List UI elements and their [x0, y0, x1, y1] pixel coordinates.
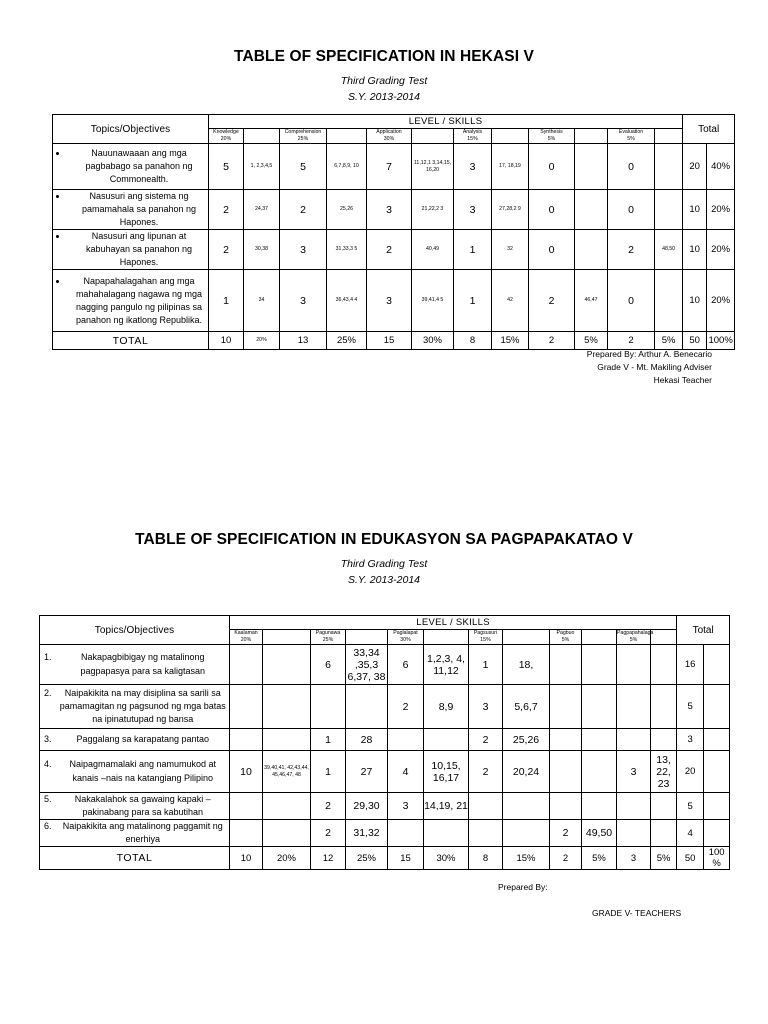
paglalapat-count: 6 — [388, 645, 424, 685]
synthesis-count: 2 — [529, 270, 575, 332]
header-kaalaman-items — [263, 630, 311, 645]
paglalapat-count: 4 — [388, 751, 424, 793]
section2-prepared-by: Prepared By: — [498, 882, 548, 892]
objective-cell — [40, 751, 230, 793]
total-comprehension-pct: 25% — [327, 332, 367, 350]
header-topics-objectives: Topics/Objectives — [40, 616, 230, 645]
header-kaalaman-label: Kaalaman — [234, 630, 258, 636]
table-row — [40, 685, 730, 729]
kaalaman-items — [263, 729, 311, 751]
prepared-by-line: Prepared By: Arthur A. Benecario — [586, 349, 712, 359]
total-pagpapahalaga-count: 3 — [617, 847, 651, 870]
header-evaluation-label: Evaluation — [618, 129, 644, 135]
kaalaman-items: 39,40,41, 42,43,44, 45,46,47, 48 — [263, 751, 311, 793]
pagunawa-items: 29,30 — [346, 793, 388, 820]
section1-subtitle-1: Third Grading Test — [340, 75, 428, 87]
pagunawa-items: 28 — [346, 729, 388, 751]
objective-text: Paggalang sa karapatang pantao — [76, 734, 210, 744]
knowledge-count: 2 — [209, 190, 244, 230]
kaalaman-count — [230, 793, 263, 820]
header-pagsusuri-items — [503, 630, 550, 645]
pagunawa-count: 1 — [311, 751, 346, 793]
pagsusuri-items: 25,26 — [503, 729, 550, 751]
grand-total-count: 50 — [677, 847, 704, 870]
total-pagsusuri-pct: 15% — [503, 847, 550, 870]
total-pagbuo-count: 2 — [550, 847, 582, 870]
header-pagsusuri-label: Pagsusuri — [473, 630, 498, 636]
objective-cell — [40, 685, 230, 729]
application-count: 3 — [367, 190, 412, 230]
objective-number: 1. — [44, 652, 52, 663]
header-pagsusuri-pct: 15% — [480, 637, 491, 644]
pagbuo-items — [582, 793, 617, 820]
total-application-count: 15 — [367, 332, 412, 350]
header-paglalapat — [388, 630, 424, 645]
section2-table-wrap — [39, 615, 730, 870]
paglalapat-items: 10,15, 16,17 — [424, 751, 469, 793]
header-pagpapahalaga-label: Pagpapahalaga — [617, 630, 654, 636]
header-knowledge — [209, 129, 244, 144]
evaluation-items — [655, 190, 683, 230]
knowledge-count: 5 — [209, 144, 244, 190]
total-pagsusuri-count: 8 — [469, 847, 503, 870]
pagpapahalaga-items — [651, 645, 677, 685]
objective-text: Naipakikita ang matalinong paggamit ng enerhiya — [62, 821, 223, 845]
header-paglalapat-label: Paglalapat — [393, 630, 418, 636]
header-evaluation-items — [655, 129, 683, 144]
kaalaman-items — [263, 793, 311, 820]
header-application-items — [412, 129, 454, 144]
pagsusuri-count: 2 — [469, 751, 503, 793]
application-items: 11,12,1 3,14,15, 16,20 — [412, 144, 454, 190]
grand-total-count: 50 — [683, 332, 707, 350]
kaalaman-count — [230, 729, 263, 751]
row-total-count: 20 — [683, 144, 707, 190]
header-knowledge-items — [244, 129, 280, 144]
evaluation-count: 0 — [608, 190, 655, 230]
pagsusuri-items — [503, 793, 550, 820]
objective-cell — [40, 820, 230, 847]
header-total: Total — [677, 616, 730, 645]
objective-text: Nakakalahok sa gawaing kapaki – pakinabang para sa kabutihan — [74, 794, 211, 818]
kaalaman-items — [263, 820, 311, 847]
esp-tos-table — [39, 615, 730, 870]
application-count: 2 — [367, 230, 412, 270]
total-pagunawa-count: 12 — [311, 847, 346, 870]
analysis-count: 1 — [454, 270, 492, 332]
header-knowledge-pct: 20% — [220, 136, 232, 143]
header-synthesis — [529, 129, 575, 144]
pagsusuri-items: 18, — [503, 645, 550, 685]
comprehension-count: 2 — [280, 190, 327, 230]
table-row — [40, 729, 730, 751]
analysis-items: 17, 18,19 — [492, 144, 529, 190]
application-items: 39,41,4 5 — [412, 270, 454, 332]
table2-total-row — [40, 847, 730, 870]
pagunawa-count: 2 — [311, 820, 346, 847]
pagbuo-count — [550, 685, 582, 729]
pagunawa-items — [346, 685, 388, 729]
pagpapahalaga-count — [617, 729, 651, 751]
analysis-items: 32 — [492, 230, 529, 270]
total-evaluation-pct: 5% — [655, 332, 683, 350]
section1-table-wrap — [52, 114, 735, 350]
row-total-pct: 20% — [707, 230, 735, 270]
pagbuo-count — [550, 645, 582, 685]
comprehension-items: 36,43,4 4 — [327, 270, 367, 332]
pagsusuri-items: 20,24 — [503, 751, 550, 793]
analysis-items: 42 — [492, 270, 529, 332]
knowledge-items: 34 — [244, 270, 280, 332]
pagpapahalaga-count — [617, 685, 651, 729]
total-evaluation-count: 2 — [608, 332, 655, 350]
pagbuo-items — [582, 645, 617, 685]
header-pagpapahalaga-pct: 5% — [629, 637, 638, 644]
knowledge-items: 24,37 — [244, 190, 280, 230]
pagsusuri-count: 2 — [469, 729, 503, 751]
pagsusuri-items — [503, 820, 550, 847]
total-analysis-count: 8 — [454, 332, 492, 350]
row-total-count: 10 — [683, 190, 707, 230]
table-row — [40, 751, 730, 793]
pagsusuri-count: 1 — [469, 645, 503, 685]
paglalapat-count — [388, 820, 424, 847]
header-pagpapahalaga — [617, 630, 654, 645]
objective-text: • Nauunawaaan ang mga pagbabago sa panahon ng Commonealth. — [68, 147, 208, 186]
row-total-pct — [704, 729, 730, 751]
row-total-pct — [704, 751, 730, 793]
hekasi-tos-table — [52, 114, 735, 350]
paglalapat-items — [424, 820, 469, 847]
pagunawa-count: 2 — [311, 793, 346, 820]
header-pagbuo — [550, 630, 582, 645]
evaluation-count: 0 — [608, 144, 655, 190]
objective-number: 3. — [44, 734, 52, 744]
row-total-pct — [704, 793, 730, 820]
pagunawa-items: 27 — [346, 751, 388, 793]
header-application-pct: 30% — [383, 136, 395, 143]
header-application-label: Application — [376, 129, 402, 135]
kaalaman-items — [263, 685, 311, 729]
kaalaman-items — [263, 645, 311, 685]
grand-total-pct: 100% — [707, 332, 735, 350]
table-row — [53, 190, 735, 230]
comprehension-items: 25,26 — [327, 190, 367, 230]
total-synthesis-pct: 5% — [575, 332, 608, 350]
total-row-label: TOTAL — [40, 847, 230, 870]
header-analysis-items — [492, 129, 529, 144]
knowledge-items: 30,38 — [244, 230, 280, 270]
pagpapahalaga-count — [617, 793, 651, 820]
application-items: 40,49 — [412, 230, 454, 270]
header-comprehension-items — [327, 129, 367, 144]
total-pagpapahalaga-pct: 5% — [651, 847, 677, 870]
objective-text: • Nasusuri ang sistema ng pamamahala sa panahon ng Hapones. — [68, 190, 208, 229]
synthesis-items — [575, 190, 608, 230]
knowledge-count: 2 — [209, 230, 244, 270]
row-total-count: 3 — [677, 729, 704, 751]
comprehension-count: 3 — [280, 270, 327, 332]
evaluation-count: 0 — [608, 270, 655, 332]
comprehension-items: 31,33,3 5 — [327, 230, 367, 270]
header-paglalapat-items — [424, 630, 469, 645]
header-level-skills: LEVEL / SKILLS — [209, 115, 683, 129]
paglalapat-count — [388, 729, 424, 751]
total-analysis-pct: 15% — [492, 332, 529, 350]
header-paglalapat-pct: 30% — [400, 637, 411, 644]
header-pagunawa-pct: 25% — [322, 637, 334, 644]
total-paglalapat-pct: 30% — [424, 847, 469, 870]
objective-text: • Nasusuri ang lipunan at kabuhayan sa panahon ng Hapones. — [68, 230, 208, 269]
total-kaalaman-count: 10 — [230, 847, 263, 870]
row-total-pct — [704, 820, 730, 847]
kaalaman-count: 10 — [230, 751, 263, 793]
section1-signature-block — [0, 348, 712, 388]
objective-cell — [40, 793, 230, 820]
pagunawa-count: 6 — [311, 645, 346, 685]
header-knowledge-label: Knowledge — [213, 129, 239, 135]
table-row — [40, 645, 730, 685]
objective-text: Naipagmamalaki ang namumukod at kanais –nais na katangiang Pilipino — [69, 759, 217, 783]
header-synthesis-pct: 5% — [547, 136, 556, 143]
pagbuo-items — [582, 751, 617, 793]
objective-number: 5. — [44, 794, 52, 805]
pagunawa-count: 1 — [311, 729, 346, 751]
pagpapahalaga-items — [651, 685, 677, 729]
pagbuo-items — [582, 685, 617, 729]
header-pagpapahalaga-items — [651, 630, 677, 645]
header-application — [367, 129, 412, 144]
header-evaluation-pct: 5% — [627, 136, 635, 143]
header-pagbuo-items — [582, 630, 617, 645]
pagsusuri-count: 3 — [469, 685, 503, 729]
paglalapat-count: 2 — [388, 685, 424, 729]
pagpapahalaga-items — [651, 793, 677, 820]
table-row — [53, 270, 735, 332]
paglalapat-items: 8,9 — [424, 685, 469, 729]
section2-subtitle-1: Third Grading Test — [340, 558, 428, 570]
pagpapahalaga-count: 3 — [617, 751, 651, 793]
section1-title: TABLE OF SPECIFICATION IN HEKASI V — [234, 48, 534, 65]
objective-number: 4. — [44, 759, 52, 770]
section1-heading-block — [0, 48, 768, 106]
section2-subtitle-2: S.Y. 2013-2014 — [347, 574, 420, 587]
header-comprehension-label: Comprehension — [284, 129, 322, 135]
synthesis-count: 0 — [529, 144, 575, 190]
total-knowledge-count: 10 — [209, 332, 244, 350]
pagpapahalaga-items: 13, 22, 23 — [651, 751, 677, 793]
row-total-count: 16 — [677, 645, 704, 685]
pagunawa-count — [311, 685, 346, 729]
synthesis-items — [575, 230, 608, 270]
analysis-count: 1 — [454, 230, 492, 270]
table-row — [40, 793, 730, 820]
row-total-count: 10 — [683, 230, 707, 270]
header-analysis-pct: 15% — [467, 136, 478, 143]
objective-cell — [53, 270, 209, 332]
table-row — [53, 144, 735, 190]
comprehension-items: 6,7,8,9, 10 — [327, 144, 367, 190]
header-pagunawa-items — [346, 630, 388, 645]
pagbuo-count: 2 — [550, 820, 582, 847]
teacher-line: Hekasi Teacher — [653, 375, 712, 386]
knowledge-count: 1 — [209, 270, 244, 332]
objective-cell — [53, 144, 209, 190]
table-row — [40, 820, 730, 847]
header-kaalaman-pct: 20% — [240, 637, 252, 644]
total-knowledge-pct: 20% — [244, 332, 280, 350]
objective-cell — [53, 190, 209, 230]
row-total-count: 4 — [677, 820, 704, 847]
kaalaman-count — [230, 820, 263, 847]
objective-cell — [53, 230, 209, 270]
kaalaman-count — [230, 685, 263, 729]
pagpapahalaga-items — [651, 820, 677, 847]
header-evaluation — [608, 129, 655, 144]
row-total-pct: 40% — [707, 144, 735, 190]
objective-text: Nakapagbibigay ng matalinong pagpapasya para sa kaligtasan — [80, 652, 206, 676]
total-paglalapat-count: 15 — [388, 847, 424, 870]
row-total-count: 5 — [677, 793, 704, 820]
grand-total-pct: 100 % — [704, 847, 730, 870]
evaluation-items: 48,50 — [655, 230, 683, 270]
pagunawa-items: 33,34 ,35,3 6,37, 38 — [346, 645, 388, 685]
objective-cell — [40, 645, 230, 685]
header-synthesis-items — [575, 129, 608, 144]
paglalapat-items: 14,19, 21 — [424, 793, 469, 820]
evaluation-items — [655, 144, 683, 190]
row-total-pct: 20% — [707, 270, 735, 332]
paglalapat-count: 3 — [388, 793, 424, 820]
total-pagbuo-pct: 5% — [582, 847, 617, 870]
row-total-count: 5 — [677, 685, 704, 729]
header-pagbuo-label: Pagbuo — [556, 630, 575, 636]
section2-teachers-line: GRADE V- TEACHERS — [592, 908, 682, 918]
header-total: Total — [683, 115, 735, 144]
objective-number: 6. — [44, 821, 52, 832]
comprehension-count: 5 — [280, 144, 327, 190]
header-pagunawa — [311, 630, 346, 645]
pagsusuri-count — [469, 793, 503, 820]
pagbuo-count — [550, 729, 582, 751]
row-total-pct — [704, 645, 730, 685]
pagpapahalaga-items — [651, 729, 677, 751]
header-pagunawa-label: Pagunawa — [315, 630, 341, 636]
header-pagbuo-pct: 5% — [561, 637, 570, 644]
header-analysis-label: Analysis — [462, 129, 483, 135]
application-items: 21,22,2 3 — [412, 190, 454, 230]
evaluation-count: 2 — [608, 230, 655, 270]
header-synthesis-label: Synthesis — [540, 129, 563, 135]
total-kaalaman-pct: 20% — [263, 847, 311, 870]
synthesis-count: 0 — [529, 190, 575, 230]
comprehension-count: 3 — [280, 230, 327, 270]
header-comprehension — [280, 129, 327, 144]
total-row-label: TOTAL — [53, 332, 209, 350]
row-total-pct: 20% — [707, 190, 735, 230]
table-row — [53, 230, 735, 270]
adviser-line: Grade V - Mt. Makiling Adviser — [597, 362, 712, 373]
header-kaalaman — [230, 630, 263, 645]
section2-heading-block — [0, 531, 768, 589]
synthesis-count: 0 — [529, 230, 575, 270]
analysis-count: 3 — [454, 144, 492, 190]
row-total-count: 20 — [677, 751, 704, 793]
pagsusuri-count — [469, 820, 503, 847]
row-total-pct — [704, 685, 730, 729]
table1-header-row-1 — [53, 115, 735, 129]
kaalaman-count — [230, 645, 263, 685]
synthesis-items: 46,47 — [575, 270, 608, 332]
pagsusuri-items: 5,6,7 — [503, 685, 550, 729]
objective-number: 2. — [44, 687, 52, 698]
analysis-items: 27,28,2 9 — [492, 190, 529, 230]
total-comprehension-count: 13 — [280, 332, 327, 350]
application-count: 3 — [367, 270, 412, 332]
pagunawa-items: 31,32 — [346, 820, 388, 847]
total-application-pct: 30% — [412, 332, 454, 350]
table2-header-row-1 — [40, 616, 730, 630]
knowledge-items: 1, 2,3,4,5 — [244, 144, 280, 190]
pagbuo-count — [550, 751, 582, 793]
pagpapahalaga-count — [617, 820, 651, 847]
total-synthesis-count: 2 — [529, 332, 575, 350]
pagbuo-items: 49,50 — [582, 820, 617, 847]
header-pagsusuri — [469, 630, 503, 645]
pagbuo-count — [550, 793, 582, 820]
header-level-skills: LEVEL / SKILLS — [230, 616, 677, 630]
objective-text: Naipakikita na may disiplina sa sarili sa pamamagitan ng pagsunod ng mga batas na ipinatutupad ng bansa — [59, 687, 226, 725]
analysis-count: 3 — [454, 190, 492, 230]
application-count: 7 — [367, 144, 412, 190]
section2-title: TABLE OF SPECIFICATION IN EDUKASYON SA PAGPAPAKATAO V — [135, 531, 633, 548]
evaluation-items — [655, 270, 683, 332]
section1-subtitle-2: S.Y. 2013-2014 — [347, 91, 420, 104]
pagbuo-items — [582, 729, 617, 751]
paglalapat-items — [424, 729, 469, 751]
objective-cell — [40, 729, 230, 751]
pagpapahalaga-count — [617, 645, 651, 685]
row-total-count: 10 — [683, 270, 707, 332]
synthesis-items — [575, 144, 608, 190]
total-pagunawa-pct: 25% — [346, 847, 388, 870]
header-analysis — [454, 129, 492, 144]
header-topics-objectives: Topics/Objectives — [53, 115, 209, 144]
objective-text: • Napapahalagahan ang mga mahahalagang nagawa ng mga nagging pangulo ng pilipinas sa panahon ng ikatlong Republika. — [68, 275, 208, 327]
paglalapat-items: 1,2,3, 4, 11,12 — [424, 645, 469, 685]
header-comprehension-pct: 25% — [297, 136, 309, 143]
